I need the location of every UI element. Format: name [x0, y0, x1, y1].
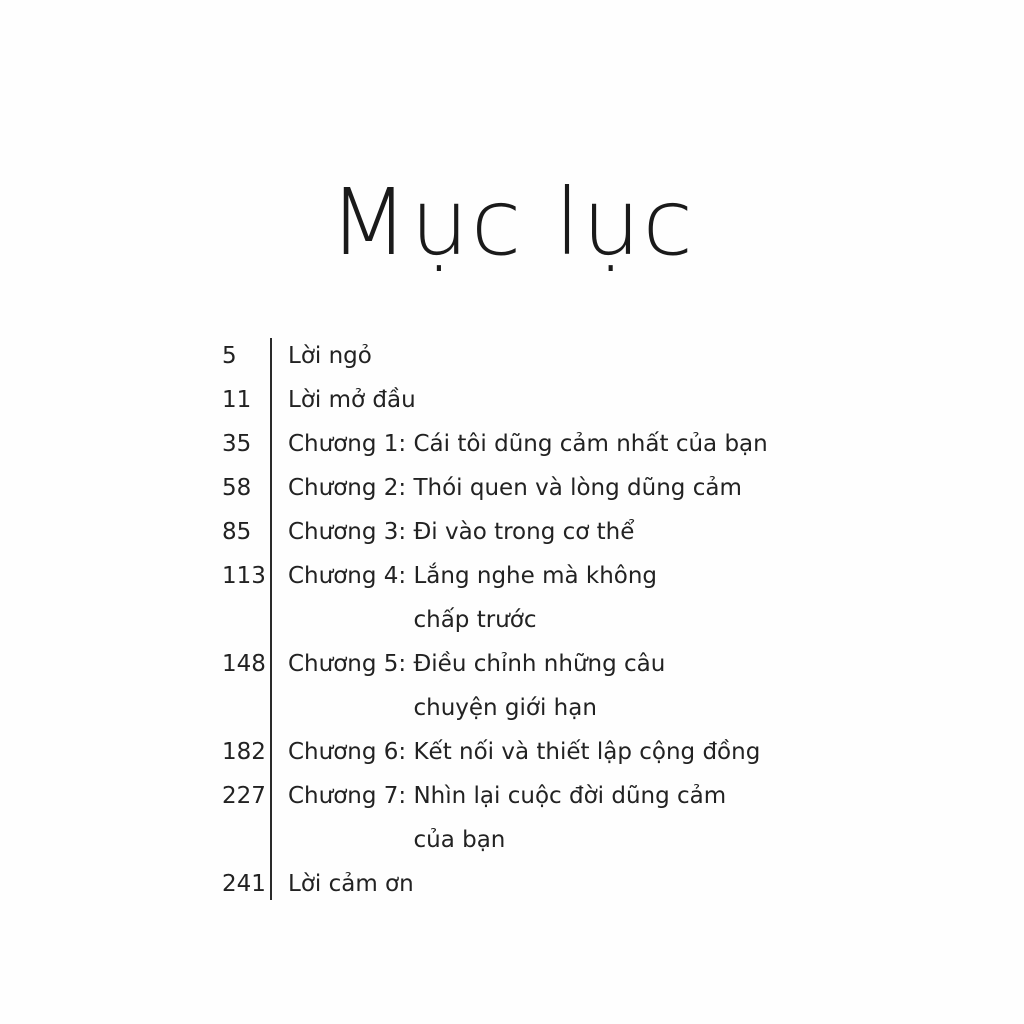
toc-entry-title: Lời ngỏ — [288, 343, 372, 369]
toc-entry — [210, 774, 830, 862]
toc-chapter-label: Chương 2: — [288, 475, 407, 501]
toc-entry-title: Lời mở đầu — [288, 387, 416, 413]
toc-entry-title: Nhìn lại cuộc đời dũng cảm — [413, 783, 727, 809]
toc-page-number: 148 — [222, 651, 266, 677]
toc-entry — [210, 554, 830, 642]
toc-chapter-label: Chương 5: — [288, 651, 407, 677]
toc-chapter-label: Chương 1: — [288, 431, 407, 457]
toc-entry-title-continued: chuyện giới hạn — [413, 695, 597, 721]
toc-chapter-label: Chương 7: — [288, 783, 407, 809]
toc-entry-title: Đi vào trong cơ thể — [413, 519, 635, 545]
toc-entry — [210, 730, 830, 774]
toc-divider-line — [270, 338, 272, 900]
page-title: Mục lục — [329, 169, 695, 276]
toc-entry-title-continued: chấp trước — [413, 607, 537, 633]
toc-page-number: 5 — [222, 343, 237, 369]
toc-entry — [210, 862, 830, 906]
toc-page-number: 241 — [222, 871, 266, 897]
toc-entry — [210, 378, 830, 422]
toc-page-number: 113 — [222, 563, 266, 589]
toc-entry-title: Cái tôi dũng cảm nhất của bạn — [413, 431, 768, 457]
toc-page-number: 85 — [222, 519, 252, 545]
table-of-contents — [210, 334, 830, 906]
toc-page-number: 227 — [222, 783, 266, 809]
toc-entry-title-continued: của bạn — [413, 827, 506, 853]
toc-entry — [210, 334, 830, 378]
toc-page-number: 11 — [222, 387, 252, 413]
toc-entry — [210, 422, 830, 466]
toc-entry-title: Điều chỉnh những câu — [413, 651, 666, 677]
toc-page-number: 58 — [222, 475, 252, 501]
toc-chapter-label: Chương 3: — [288, 519, 407, 545]
toc-entry — [210, 466, 830, 510]
toc-page-number: 35 — [222, 431, 252, 457]
toc-chapter-label: Chương 4: — [288, 563, 407, 589]
toc-entry-title: Kết nối và thiết lập cộng đồng — [413, 739, 761, 765]
toc-page-number: 182 — [222, 739, 266, 765]
toc-entry — [210, 510, 830, 554]
toc-entry-title: Lời cảm ơn — [288, 871, 414, 897]
toc-entry-title: Lắng nghe mà không — [413, 563, 658, 589]
toc-entry — [210, 642, 830, 730]
toc-chapter-label: Chương 6: — [288, 739, 407, 765]
toc-entry-title: Thói quen và lòng dũng cảm — [413, 475, 742, 501]
